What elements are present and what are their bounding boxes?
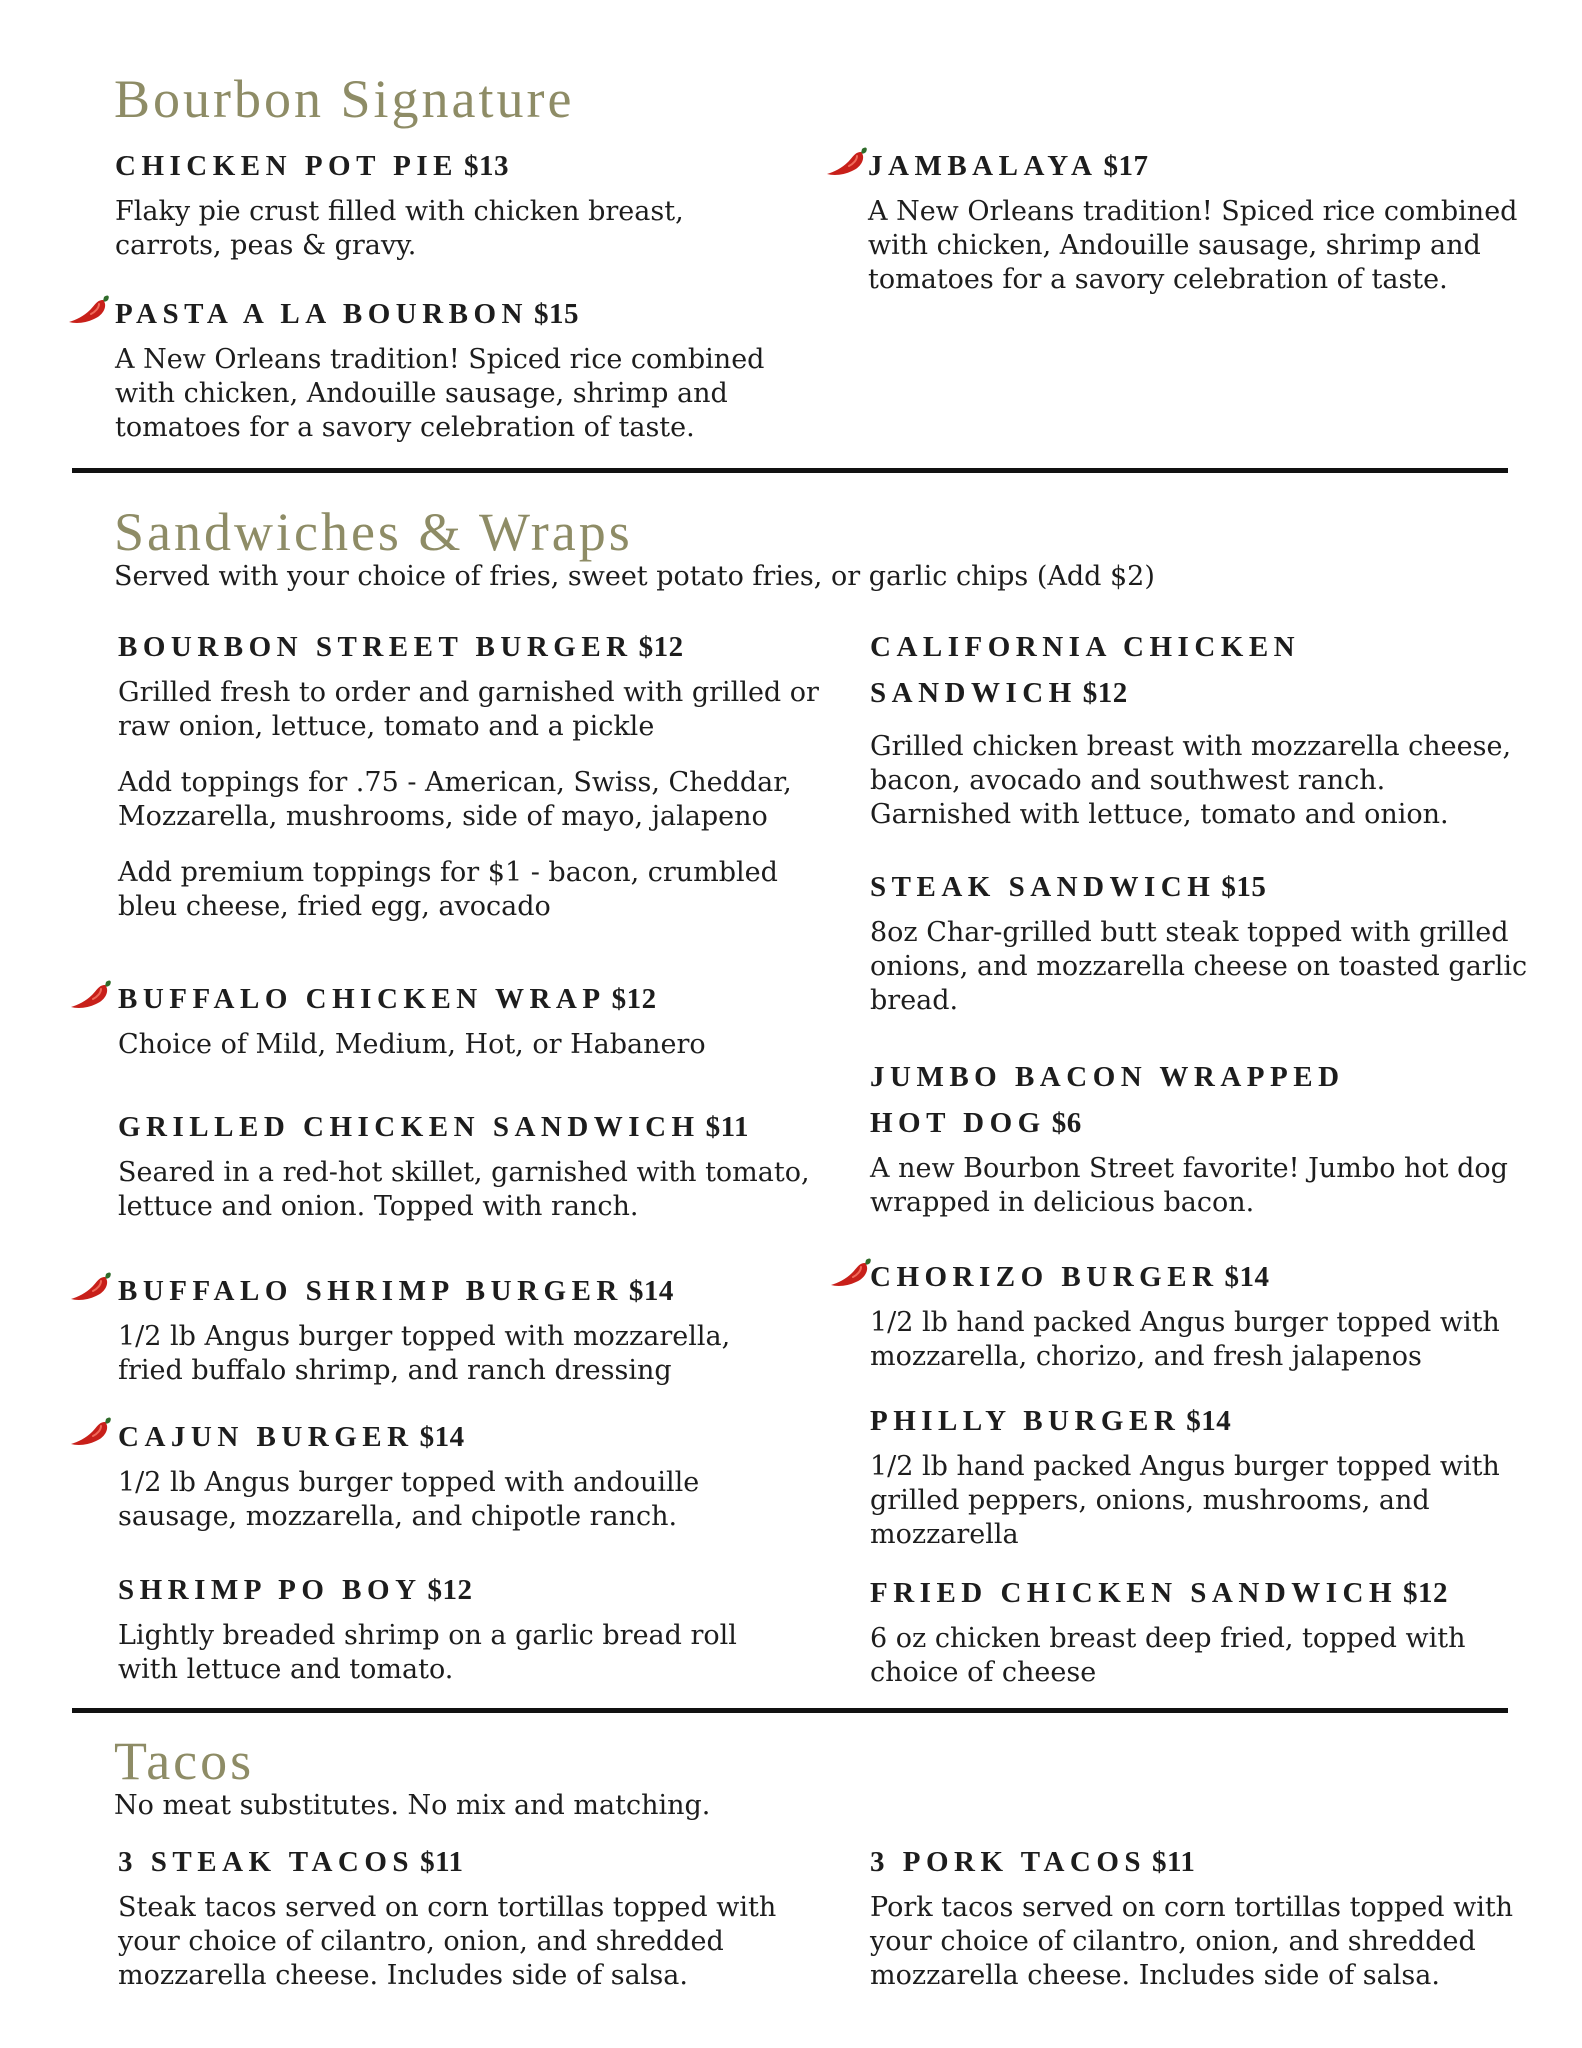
item-heading [118,1268,758,1314]
menu-item-steak-sandwich [870,864,1530,1018]
item-heading [115,291,775,337]
item-price: $12 [611,983,657,1015]
item-price: $14 [1224,1261,1270,1293]
item-name: SHRIMP PO BOY [118,1574,422,1606]
menu-item-grilled-chicken-sandwich [118,1104,818,1224]
item-price: $14 [419,1421,465,1453]
item-name: BUFFALO SHRIMP BURGER [118,1275,623,1307]
menu-item-buffalo-shrimp-burger [118,1268,758,1388]
item-heading [870,1398,1530,1444]
item-description: A new Bourbon Street favorite! Jumbo hot dog wrapped in delicious bacon. [870,1153,1508,1218]
item-heading [118,1104,818,1150]
item-price: $14 [1186,1405,1232,1437]
item-description: 1/2 lb Angus burger topped with mozzarella, fried buffalo shrimp, and ranch dressing [118,1321,731,1386]
item-heading [118,1567,758,1613]
item-price: $14 [628,1275,674,1307]
item-heading [118,976,818,1022]
item-name: BUFFALO CHICKEN WRAP [118,983,606,1015]
item-name: JUMBO BACON WRAPPED HOT DOG [870,1061,1345,1139]
item-name: JAMBALAYA [868,150,1098,182]
item-heading [870,624,1330,716]
menu-item-chorizo-burger [870,1254,1530,1374]
item-price: $17 [1103,150,1149,182]
item-toppings-note: Add toppings for .75 - American, Swiss, Cheddar, Mozzarella, mushrooms, side of mayo, jalapeno [118,767,792,832]
item-name: FRIED CHICKEN SANDWICH [870,1577,1398,1609]
item-description: Flaky pie crust filled with chicken breast, carrots, peas & gravy. [115,196,684,261]
menu-item-pasta-a-la-bourbon [115,291,775,445]
menu-item-jambalaya [868,143,1528,297]
item-price: $12 [1082,677,1128,709]
menu-item-fried-chicken-sandwich [870,1570,1530,1690]
item-description: A New Orleans tradition! Spiced rice combined with chicken, Andouille sausage, shrimp and tomatoes for a savory celebration of taste. [115,344,765,443]
menu-item-buffalo-chicken-wrap [118,976,818,1062]
chili-pepper-icon [830,1256,872,1290]
item-description: Steak tacos served on corn tortillas topped with your choice of cilantro, onion, and shredded mozzarella cheese. Includes side of salsa. [118,1892,777,1991]
chili-pepper-icon [68,293,110,327]
item-price: $15 [533,298,579,330]
menu-item-3-pork-tacos [870,1839,1530,1993]
item-heading [870,1570,1530,1616]
menu-item-chicken-pot-pie [115,143,755,263]
item-name: 3 PORK TACOS [870,1846,1147,1878]
menu-item-jumbo-bacon-wrapped-hot-dog [870,1054,1508,1220]
item-heading [118,1414,758,1460]
item-name: CHORIZO BURGER [870,1261,1219,1293]
item-name: CHICKEN POT PIE [115,150,459,182]
menu-item-philly-burger [870,1398,1530,1552]
item-description: Grilled chicken breast with mozzarella cheese, bacon, avocado and southwest ranch. Garnished with lettuce, tomato and onion. [870,731,1512,830]
item-heading [870,1254,1530,1300]
chili-pepper-icon [70,1270,112,1304]
item-heading [870,1054,1370,1146]
item-description: Lightly breaded shrimp on a garlic bread roll with lettuce and tomato. [118,1620,737,1685]
section-title-bourbon-signature: Bourbon Signature [114,69,575,129]
item-name: 3 STEAK TACOS [118,1846,415,1878]
chili-pepper-icon [70,978,112,1012]
item-description: Grilled fresh to order and garnished with grilled or raw onion, lettuce, tomato and a pickle [118,677,819,742]
item-description: 1/2 lb Angus burger topped with andouille sausage, mozzarella, and chipotle ranch. [118,1467,700,1532]
item-name: CALIFORNIA CHICKEN SANDWICH [870,631,1301,709]
section-subtitle: No meat substitutes. No mix and matching. [114,1790,711,1821]
item-heading [870,864,1530,910]
item-description: 6 oz chicken breast deep fried, topped with choice of cheese [870,1623,1466,1688]
item-name: PASTA A LA BOURBON [115,298,528,330]
item-heading [118,1839,798,1885]
item-heading [118,624,838,670]
item-name: CAJUN BURGER [118,1421,414,1453]
menu-item-shrimp-po-boy [118,1567,758,1687]
item-price: $12 [1403,1577,1449,1609]
item-heading [868,143,1528,189]
item-premium-toppings-note: Add premium toppings for $1 - bacon, crumbled bleu cheese, fried egg, avocado [118,857,778,922]
item-price: $12 [638,631,684,663]
item-description: 1/2 lb hand packed Angus burger topped with grilled peppers, onions, mushrooms, and mozzarella [870,1451,1500,1550]
item-description: Seared in a red-hot skillet, garnished with tomato, lettuce and onion. Topped with ranch. [118,1157,810,1222]
menu-item-cajun-burger [118,1414,758,1534]
chili-pepper-icon [70,1415,112,1449]
item-price: $13 [464,150,510,182]
menu-item-3-steak-tacos [118,1839,798,1993]
section-title-sandwiches-wraps: Sandwiches & Wraps [114,502,633,562]
item-name: GRILLED CHICKEN SANDWICH [118,1111,700,1143]
menu-item-bourbon-street-burger [118,624,838,924]
menu-item-california-chicken-sandwich [870,624,1512,832]
item-heading [870,1839,1530,1885]
item-description: Choice of Mild, Medium, Hot, or Habanero [118,1029,706,1060]
item-price: $6 [1051,1107,1082,1139]
item-name: STEAK SANDWICH [870,871,1216,903]
item-price: $11 [705,1111,749,1143]
item-description: 1/2 lb hand packed Angus burger topped with mozzarella, chorizo, and fresh jalapenos [870,1307,1500,1372]
item-description: Pork tacos served on corn tortillas topped with your choice of cilantro, onion, and shredded mozzarella cheese. Includes side of salsa. [870,1892,1514,1991]
section-divider [72,468,1508,473]
item-price: $11 [420,1846,464,1878]
item-price: $15 [1221,871,1267,903]
item-name: PHILLY BURGER [870,1405,1181,1437]
item-price: $12 [427,1574,473,1606]
chili-pepper-icon [826,145,868,179]
section-divider [72,1708,1508,1713]
item-description: A New Orleans tradition! Spiced rice combined with chicken, Andouille sausage, shrimp and tomatoes for a savory celebration of taste. [868,196,1518,295]
section-subtitle: Served with your choice of fries, sweet potato fries, or garlic chips (Add $2) [114,561,1155,592]
item-description: 8oz Char-grilled butt steak topped with grilled onions, and mozzarella cheese on toasted garlic bread. [870,917,1528,1016]
section-title-tacos: Tacos [114,1731,255,1791]
item-name: BOURBON STREET BURGER [118,631,633,663]
item-heading [115,143,755,189]
item-price: $11 [1152,1846,1196,1878]
